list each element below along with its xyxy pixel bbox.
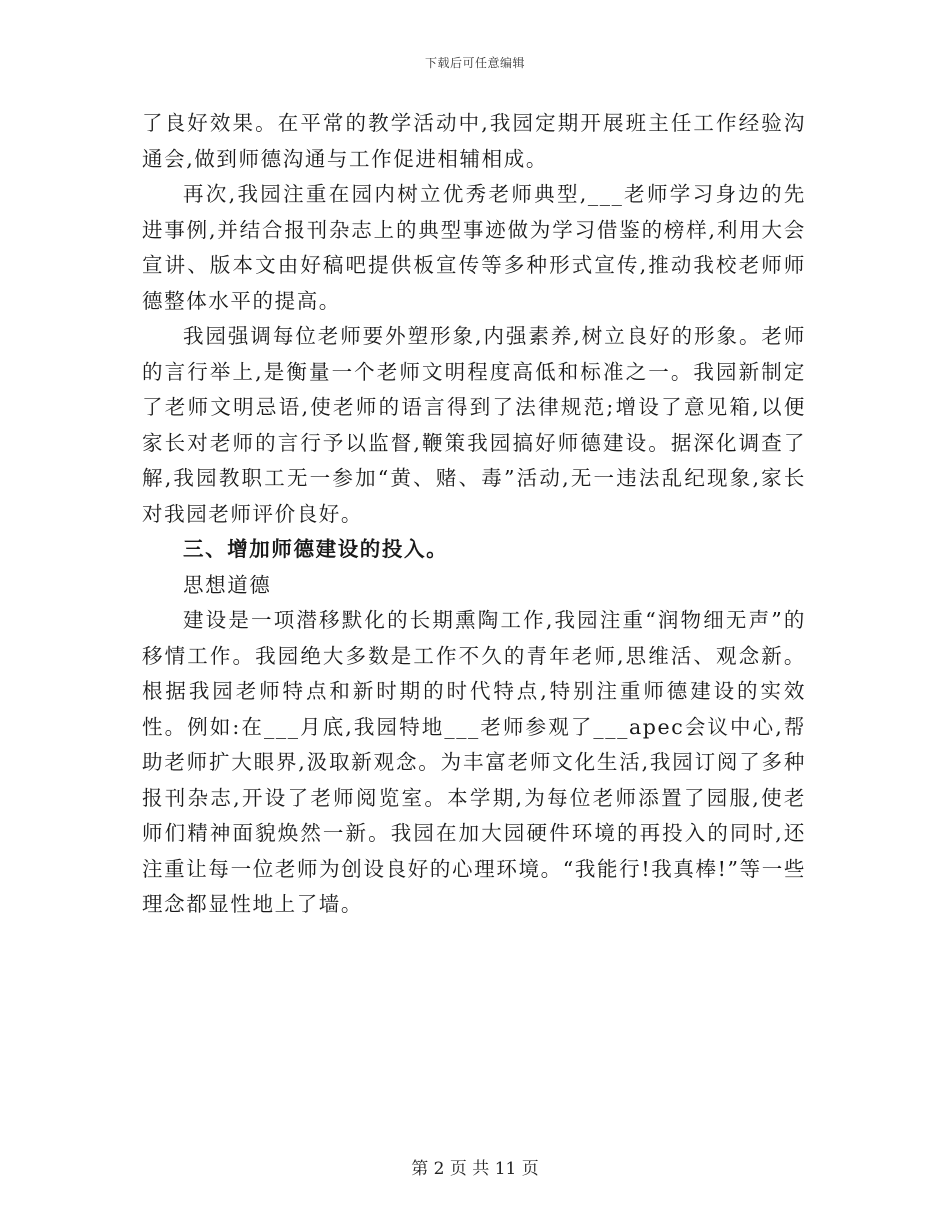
paragraph-1: 了良好效果。在平常的教学活动中,我园定期开展班主任工作经验沟通会,做到师德沟通与工作促进相辅相成。: [142, 111, 806, 171]
paragraph-4: 思想道德: [183, 572, 272, 597]
header-note: 下载后可任意编辑: [424, 56, 525, 70]
page-number: 第 2 页 共 11 页: [411, 1159, 539, 1179]
paragraph-3: 我园强调每位老师要外塑形象,内强素养,树立良好的形象。老师的言行举上,是衡量一个老师文明程度高低和标准之一。我园新制定了老师文明忌语,使老师的语言得到了法律规范;增设了意见箱,以便家长对老师的言行予以监督,鞭策我园搞好师德建设。据深化调查了解,我园教职工无一参加“黄、赌、毒”活动,无一违法乱纪现象,家长对我园老师评价良好。: [142, 324, 806, 526]
document-body: [142, 106, 806, 923]
paragraph-2: 再次,我园注重在园内树立优秀老师典型,___老师学习身边的先进事例,并结合报刊杂志上的典型事迹做为学习借鉴的榜样,利用大会宣讲、版本文由好稿吧提供板宣传等多种形式宣传,推动我校老师师德整体水平的提高。: [142, 182, 806, 313]
paragraph-5: 建设是一项潜移默化的长期熏陶工作,我园注重“润物细无声”的移情工作。我园绝大多数是工作不久的青年老师,思维活、观念新。根据我园老师特点和新时期的时代特点,特别注重师德建设的实效性。例如:在___月底,我园特地___老师参观了___apec会议中心,帮助老师扩大眼界,汲取新观念。为丰富老师文化生活,我园订阅了多种报刊杂志,开设了老师阅览室。本学期,为每位老师添置了园服,使老师们精神面貌焕然一新。我园在加大园硬件环境的再投入的同时,还注重让每一位老师为创设良好的心理环境。“我能行!我真棒!”等一些理念都显性地上了墙。: [142, 608, 806, 916]
section-heading: 三、增加师德建设的投入。: [183, 537, 449, 561]
